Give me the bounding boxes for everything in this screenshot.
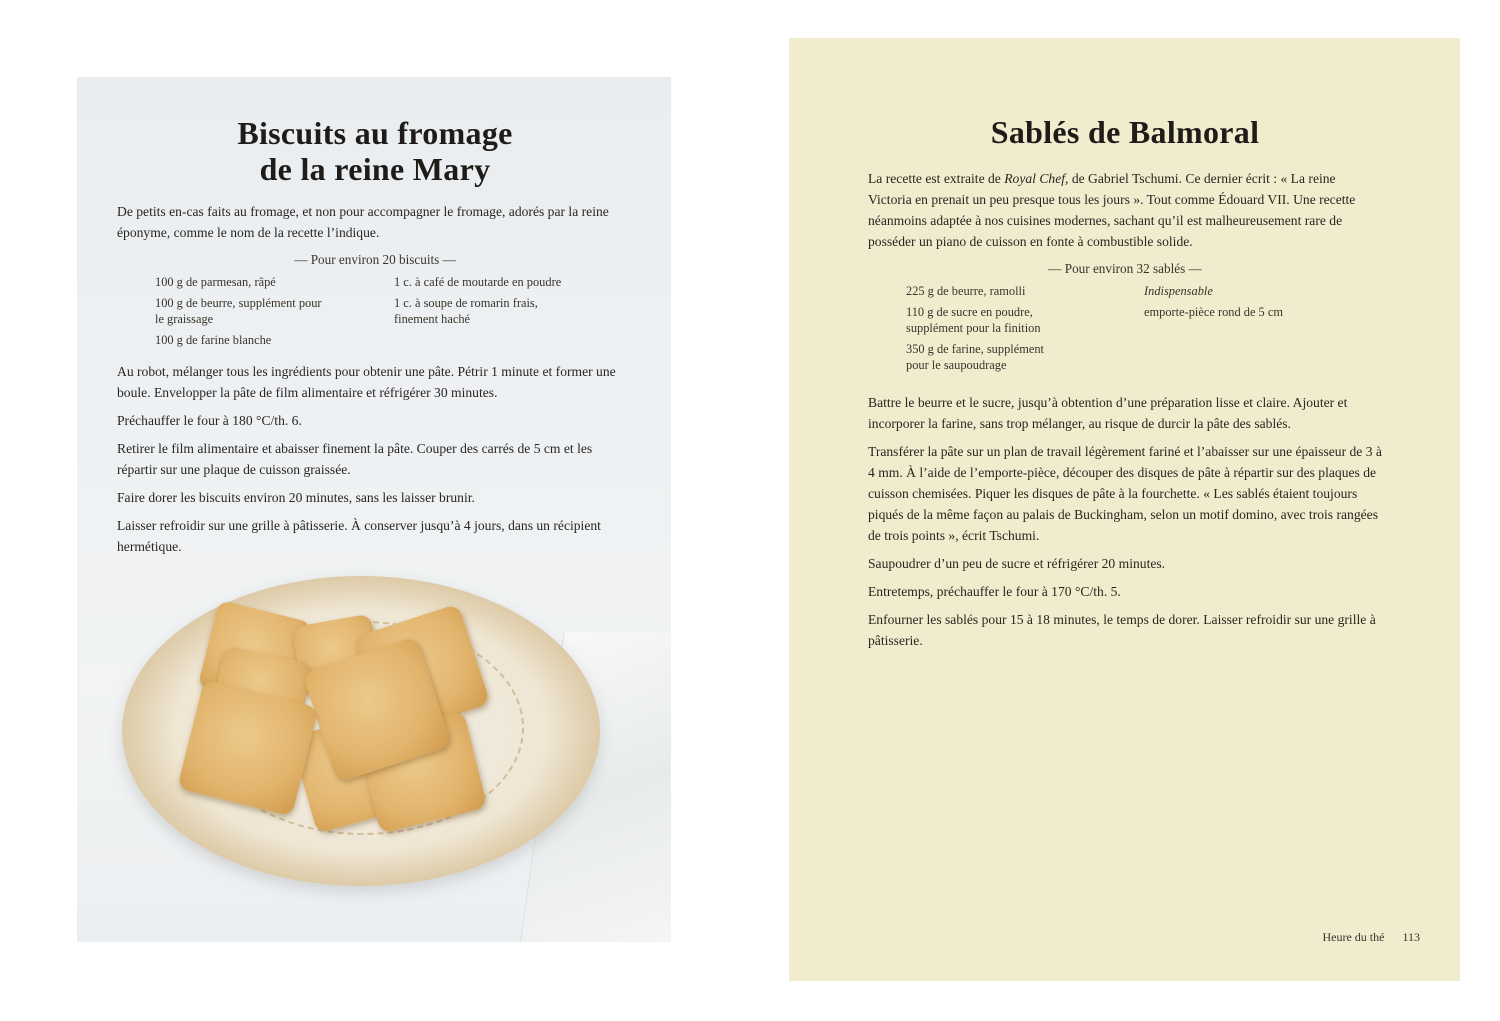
recipe-yield: — Pour environ 20 biscuits — bbox=[294, 252, 456, 267]
equipment-column bbox=[1144, 283, 1382, 378]
ingredient: 100 g de beurre, supplément pour le graissage bbox=[155, 296, 322, 326]
ingredients-list bbox=[117, 274, 633, 353]
recipe-title bbox=[117, 115, 633, 187]
recipe-step: Retirer le film alimentaire et abaisser finement la pâte. Couper des carrés de 5 cm et les répartir sur une plaque de cuisson graissée. bbox=[117, 441, 593, 477]
ingredient: 1 c. à soupe de romarin frais, finement haché bbox=[394, 296, 538, 326]
equipment-heading: Indispensable bbox=[1144, 284, 1213, 298]
ingredients-list bbox=[868, 283, 1382, 378]
page-footer bbox=[1304, 930, 1420, 945]
ingredients-column-2 bbox=[394, 274, 633, 353]
right-recipe bbox=[868, 114, 1382, 658]
recipe-step: Entretemps, préchauffer le four à 170 °C/th. 5. bbox=[868, 584, 1121, 599]
equipment-item: emporte-pièce rond de 5 cm bbox=[1144, 305, 1283, 319]
recipe-title: Sablés de Balmoral bbox=[990, 114, 1260, 150]
intro-text: La recette est extraite de bbox=[868, 171, 1005, 186]
footer-section: Heure du thé bbox=[1322, 930, 1385, 944]
ingredient: 1 c. à café de moutarde en poudre bbox=[394, 275, 562, 289]
recipe-step: Enfourner les sablés pour 15 à 18 minutes, le temps de dorer. Laisser refroidir sur une grille à pâtisserie. bbox=[868, 612, 1376, 648]
ingredient: 350 g de farine, supplément pour le saupoudrage bbox=[906, 342, 1044, 372]
ingredients-column-1 bbox=[906, 283, 1144, 378]
ingredient: 100 g de farine blanche bbox=[155, 333, 272, 347]
recipe-step: Battre le beurre et le sucre, jusqu’à obtention d’une préparation lisse et claire. Ajouter et incorporer la farine, sans trop mélanger, au risque de durcir la pâte des sablés. bbox=[868, 395, 1348, 431]
intro-text: , de Gabriel Tschumi. Ce dernier écrit : « La reine Victoria en prenait un peu presque tous les jours ». Tout comme Édouard VII. Une recette néanmoins adaptée à nos cuisines modernes, sachant qu’il est malheureusement rare de posséder un piano de cuisson en fonte à combustible solide. bbox=[868, 171, 1356, 249]
recipe-step: Saupoudrer d’un peu de sucre et réfrigérer 20 minutes. bbox=[868, 556, 1166, 571]
recipe-step: Préchauffer le four à 180 °C/th. 6. bbox=[117, 413, 302, 428]
recipe-step: Au robot, mélanger tous les ingrédients pour obtenir une pâte. Pétrir 1 minute et former une boule. Envelopper la pâte de film alimentaire et réfrigérer 30 minutes. bbox=[117, 364, 616, 400]
recipe-intro bbox=[868, 168, 1382, 252]
title-line-2: de la reine Mary bbox=[259, 151, 491, 187]
ingredients-column-1 bbox=[155, 274, 394, 353]
recipe-step: Faire dorer les biscuits environ 20 minutes, sans les laisser brunir. bbox=[117, 490, 475, 505]
left-recipe bbox=[117, 115, 633, 564]
book-title: Royal Chef bbox=[1004, 171, 1066, 186]
right-page bbox=[789, 38, 1460, 981]
title-line-1: Biscuits au fromage bbox=[237, 115, 513, 151]
recipe-step: Transférer la pâte sur un plan de travail légèrement fariné et l’abaisser sur une épaisseur de 3 à 4 mm. À l’aide de l’emporte-pièce, découper des disques de pâte à répartir sur des plaques de cuisson chemisées. Piquer les disques de pâte à la fourchette. « Les sablés étaient toujours piqués de la même façon au palais de Buckingham, selon un motif domino, avec trois rangées de trois points », écrit Tschumi. bbox=[868, 444, 1382, 543]
recipe-yield: — Pour environ 32 sablés — bbox=[1048, 261, 1202, 276]
ingredient: 225 g de beurre, ramolli bbox=[906, 284, 1026, 298]
ingredient: 110 g de sucre en poudre, supplément pour la finition bbox=[906, 305, 1041, 335]
recipe-intro: De petits en-cas faits au fromage, et non pour accompagner le fromage, adorés par la reine éponyme, comme le nom de la recette l’indique. bbox=[117, 204, 609, 240]
ingredient: 100 g de parmesan, râpé bbox=[155, 275, 276, 289]
page-number: 113 bbox=[1402, 930, 1420, 944]
left-page bbox=[77, 77, 671, 942]
recipe-step: Laisser refroidir sur une grille à pâtisserie. À conserver jusqu’à 4 jours, dans un récipient hermétique. bbox=[117, 518, 601, 554]
recipe-photo bbox=[77, 572, 671, 942]
